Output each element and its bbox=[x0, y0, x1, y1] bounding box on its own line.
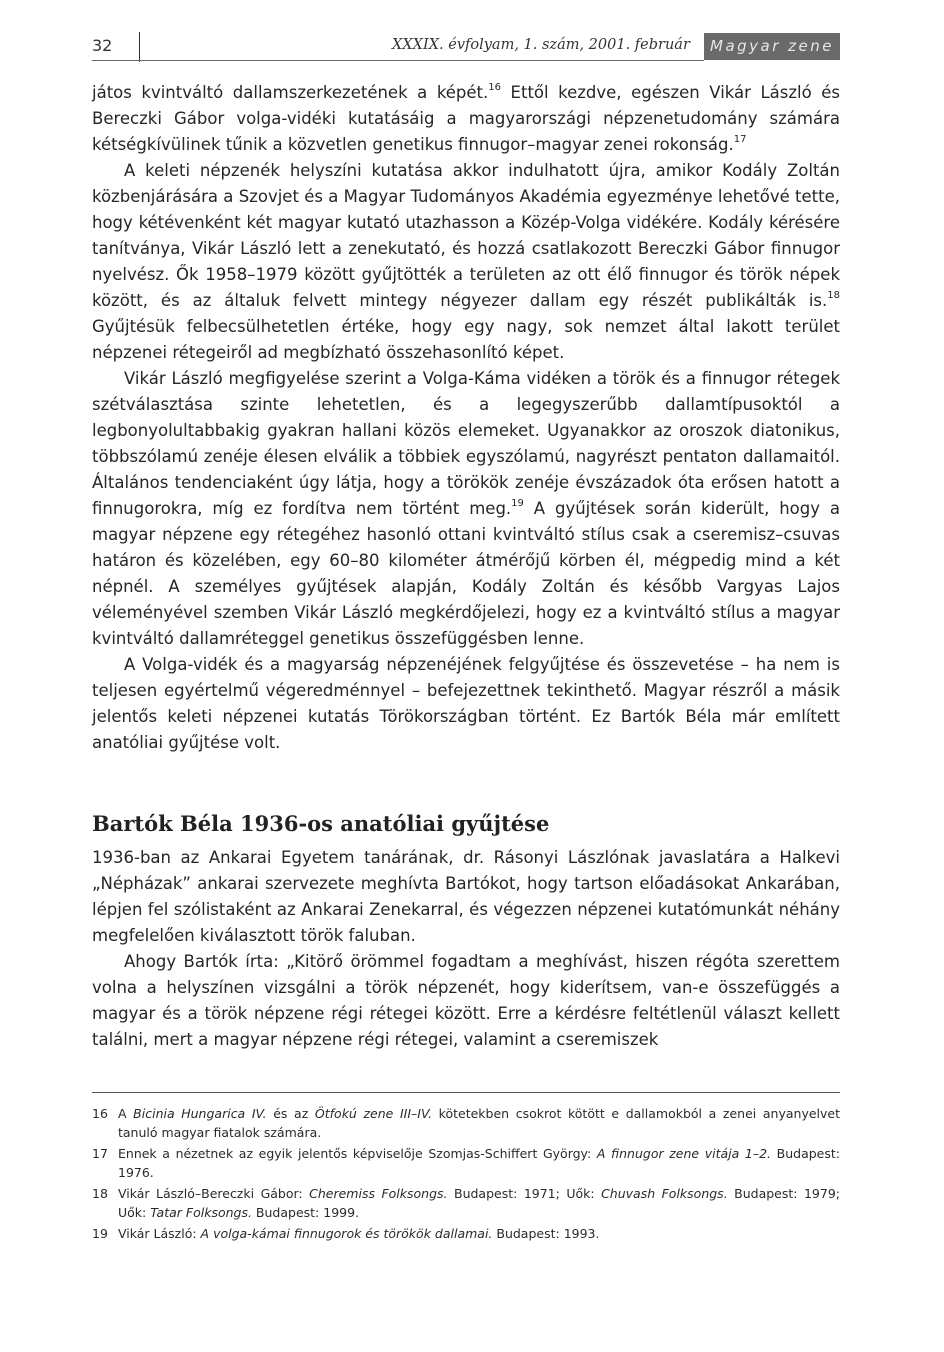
journal-badge: Magyar zene bbox=[704, 33, 840, 60]
page-number: 32 bbox=[92, 36, 113, 55]
text: A gyűjtések során kiderült, hogy a magyar népzene egy rétegéhez hasonló ottani kvintváltó stílus csak a cseremisz–csuvas határon és közelében, egy 60–80 kilométer átmérőjű körben él, mégpedig mind a két népnél. A személyes gyűjtések alapján, Kodály Zoltán és később Vargyas Lajos véleményével szemben Vikár László megkérdőjelezi, hogy ez a kvintváltó stílus a magyar kvintváltó dallamréteggel genetikus összefüggésben lenne. bbox=[92, 499, 840, 648]
footnote-text: A bbox=[118, 1106, 134, 1121]
footnote-text: és az bbox=[266, 1106, 315, 1121]
section-body bbox=[92, 845, 840, 1053]
text: Gyűjtésük felbecsülhetetlen értéke, hogy egy nagy, sok nemzet által lakott terület népzenei rétegeiről ad megbízható összehasonlító képet. bbox=[92, 317, 840, 362]
footnote-title: Chuvash Folksongs. bbox=[601, 1186, 728, 1201]
footnote-ref[interactable]: 18 bbox=[827, 290, 840, 301]
footnote-text: Vikár László: bbox=[118, 1226, 201, 1241]
footnote-text: Ennek a nézetnek az egyik jelentős képviselője Szomjas-Schiffert György: bbox=[118, 1146, 597, 1161]
footnote-text: Budapest: 1979; Uők: bbox=[118, 1186, 841, 1220]
footnote-title: A finnugor zene vitája 1–2. bbox=[596, 1146, 772, 1161]
footnote-title: A volga-kámai finnugorok és törökök dallamai. bbox=[200, 1226, 493, 1241]
paragraph bbox=[92, 366, 840, 652]
footnote bbox=[92, 1144, 840, 1182]
article-body bbox=[92, 80, 840, 756]
footnote-number: 18 bbox=[92, 1186, 108, 1201]
footnote bbox=[92, 1104, 840, 1142]
header-divider bbox=[139, 32, 140, 62]
footnote-text: Budapest: 1993. bbox=[492, 1226, 600, 1241]
header-rule bbox=[92, 60, 704, 61]
footnote-text: kötetekben csokrot kötött e dallamokból a zenei anyanyelvet tanuló magyar fiatalok számára. bbox=[118, 1106, 840, 1140]
section-heading: Bartók Béla 1936-os anatóliai gyűjtése bbox=[92, 811, 550, 836]
footnote-title: Cheremiss Folksongs. bbox=[309, 1186, 448, 1201]
footnote-number: 19 bbox=[92, 1226, 108, 1241]
footnote-ref[interactable]: 17 bbox=[733, 134, 747, 145]
journal-issue: XXXIX. évfolyam, 1. szám, 2001. február bbox=[392, 37, 690, 53]
footnote-number: 17 bbox=[92, 1146, 108, 1161]
footnote-text: Budapest: 1976. bbox=[118, 1146, 840, 1180]
text: A Volga-vidék és a magyarság népzenéjének felgyűjtése és összevetése – ha nem is teljesen egyértelmű végeredménnyel – befejezettnek tekinthető. Magyar részről a másik jelentős keleti népzenei kutatás Törökországban történt. Ez Bartók Béla már említett anatóliai gyűjtése volt. bbox=[92, 655, 840, 752]
paragraph bbox=[92, 652, 840, 756]
footnote bbox=[92, 1184, 840, 1222]
paragraph: 1936-ban az Ankarai Egyetem tanárának, dr. Rásonyi Lászlónak javaslatára a Halkevi „Népházak” ankarai szervezete meghívta Bartókot, hogy tartson előadásokat Ankarában, lépjen fel szólistaként az Ankarai Zenekarral, és végezzen népzenei kutatómunkát néhány megfelelően kiválasztott török faluban. bbox=[92, 848, 840, 945]
paragraph: Ahogy Bartók írta: „Kitörő örömmel fogadtam a meghívást, hiszen régóta szerettem volna a helyszínen vizsgálni a török népzenét, hogy kiderítsem, van-e összefüggés a magyar és a török népzene régi rétegei között. Erre a kérdésre feltétlenül választ kellett találni, mert a magyar népzene régi rétegei, valamint a cseremiszek bbox=[92, 952, 840, 1049]
footnote-title: Bicinia Hungarica IV. bbox=[133, 1106, 267, 1121]
text: játos kvintváltó dallamszerkezetének a képét. bbox=[92, 83, 489, 102]
footnote-ref[interactable]: 16 bbox=[488, 82, 502, 93]
page-header bbox=[92, 30, 840, 60]
footnotes bbox=[92, 1104, 840, 1245]
footnote-number: 16 bbox=[92, 1106, 108, 1121]
text: A keleti népzenék helyszíni kutatása akkor indulhatott újra, amikor Kodály Zoltán közbenjárására a Szovjet és a Magyar Tudományos Akadémia egyezménye lehetővé tette, hogy kétévenként két magyar kutató utazhasson a Közép-Volga vidékére. Kodály kérésére tanítványa, Vikár László lett a zenekutató, és hozzá csatlakozott Bereczki Gábor finnugor nyelvész. Ők 1958–1979 között gyűjtötték a területen az ott élő finnugor és török népek között, és az általuk felvett mintegy négyezer dallam egy részét publikálták is. bbox=[92, 161, 840, 310]
footnote bbox=[92, 1224, 840, 1243]
paragraph bbox=[92, 158, 840, 366]
footnote-title: Ötfokú zene III–IV. bbox=[314, 1106, 433, 1121]
footnote-title: Tatar Folksongs. bbox=[150, 1205, 252, 1220]
text: Vikár László megfigyelése szerint a Volga-Káma vidéken a török és a finnugor rétegek szétválasztása szinte lehetetlen, és a legegyszerűbb dallamtípusoktól a legbonyolultabbakig gyakran hallani közös elemeket. Ugyanakkor az oroszok diatonikus, többszólamú zenéje élesen elválik a többiek egyszólamú, nagyrészt pentaton dallamaitól. Általános tendenciaként úgy látja, hogy a törökök zenéje évszázadok óta erősen hatott a finnugorokra, míg ez fordítva nem történt meg. bbox=[92, 369, 840, 518]
footnote-rule bbox=[92, 1092, 840, 1093]
footnote-text: Budapest: 1999. bbox=[251, 1205, 360, 1220]
paragraph bbox=[92, 80, 840, 158]
footnote-ref[interactable]: 19 bbox=[511, 498, 524, 509]
footnote-text: Budapest: 1971; Uők: bbox=[447, 1186, 602, 1201]
footnote-text: Vikár László–Bereczki Gábor: bbox=[118, 1186, 310, 1201]
text: Ettől kezdve, egészen Vikár László és Bereczki Gábor volga-vidéki kutatásáig a magyarországi népzenetudomány számára kétségkívülinek tűnik a közvetlen genetikus finnugor–magyar zenei rokonság. bbox=[92, 83, 840, 154]
